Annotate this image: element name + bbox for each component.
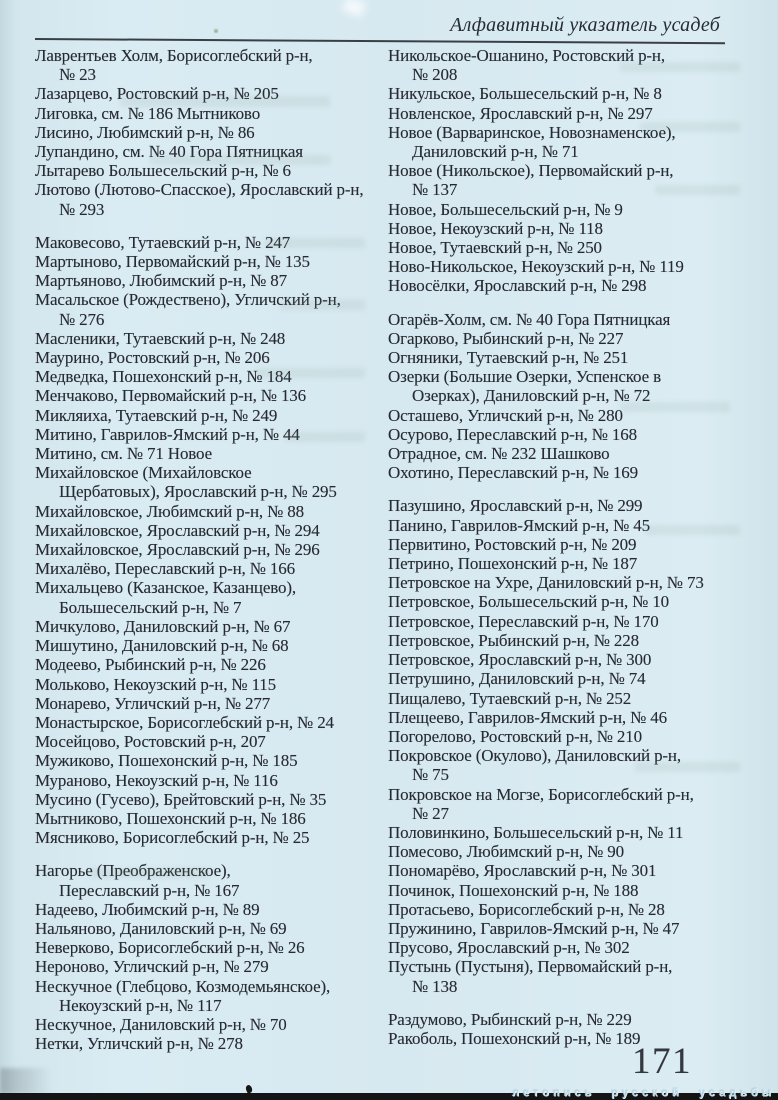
index-entry-line: Лытарево Большесельский р-н, № 6 xyxy=(35,161,291,181)
index-entry xyxy=(388,463,743,482)
index-entry xyxy=(35,1015,375,1034)
index-entry-line: Маурино, Ростовский р-н, № 206 xyxy=(35,348,270,368)
index-entry xyxy=(388,900,743,919)
index-entry xyxy=(388,554,743,573)
index-entry xyxy=(388,785,743,823)
index-entry xyxy=(388,257,743,276)
index-entry xyxy=(388,535,743,554)
index-entry-line: Новое, Некоузский р-н, № 118 xyxy=(388,218,603,238)
index-entry xyxy=(388,727,743,746)
index-entry xyxy=(388,219,743,238)
index-entry-line: Отрадное, см. № 232 Шашково xyxy=(388,444,610,464)
bleedthrough-artifact xyxy=(90,868,210,878)
page-edge-shadow xyxy=(0,1068,52,1094)
index-entry-line: Новое, Тутаевский р-н, № 250 xyxy=(388,238,602,258)
index-entry-line: Митино, см. № 71 Новое xyxy=(35,444,213,464)
index-entry-line: Петровское, Ярославский р-н, № 300 xyxy=(388,650,652,670)
index-group xyxy=(388,496,743,995)
index-entry xyxy=(388,329,743,348)
index-entry xyxy=(35,578,375,616)
bleedthrough-artifact xyxy=(640,122,740,132)
index-entry-line: Монарево, Угличский р-н, № 277 xyxy=(35,693,271,713)
index-entry-line: Лисино, Любимский р-н, № 86 xyxy=(35,122,255,142)
index-entry xyxy=(388,200,743,219)
index-entry xyxy=(35,751,375,770)
index-entry-line: Петровское, Рыбинский р-н, № 228 xyxy=(388,630,639,650)
index-entry-line: Осташево, Угличский р-н, № 280 xyxy=(388,405,623,425)
index-entry-line: Мольково, Некоузский р-н, № 115 xyxy=(35,674,276,694)
index-entry-line: Озерках), Даниловский р-н, № 72 xyxy=(412,386,651,406)
index-entry xyxy=(388,367,743,405)
index-column-right xyxy=(388,46,743,1048)
index-entry-line: № 23 xyxy=(59,65,96,85)
index-entry-line: Лазарцево, Ростовский р-н, № 205 xyxy=(35,84,279,104)
index-entry-line: Мусино (Гусево), Брейтовский р-н, № 35 xyxy=(35,789,327,809)
index-entry-line: Пазушино, Ярославский р-н, № 299 xyxy=(388,496,643,516)
index-entry xyxy=(388,938,743,957)
index-entry-line: Нагорье (Преображенское), xyxy=(35,861,231,881)
index-entry-line: Медведка, Пошехонский р-н, № 184 xyxy=(35,367,292,387)
bleedthrough-artifact xyxy=(620,62,740,72)
index-entry xyxy=(35,919,375,938)
index-entry-line: Погорелово, Ростовский р-н, № 210 xyxy=(388,726,642,746)
index-entry-line: Петровское, Переславский р-н, № 170 xyxy=(388,611,659,631)
green-speck xyxy=(214,29,218,33)
page-number: 171 xyxy=(632,1041,692,1082)
index-entry xyxy=(388,689,743,708)
index-entry xyxy=(35,329,375,348)
index-entry-line: Нескучное, Даниловский р-н, № 70 xyxy=(35,1014,287,1034)
index-entry-line: № 138 xyxy=(412,976,458,996)
index-entry-line: Ракоболь, Пошехонский р-н, № 189 xyxy=(388,1028,641,1048)
bleedthrough-artifact xyxy=(635,762,740,772)
index-entry-line: Никульское, Большесельский р-н, № 8 xyxy=(388,84,662,104)
index-entry-line: Мясниково, Борисоглебский р-н, № 25 xyxy=(35,828,310,848)
index-entry-line: Первитино, Ростовский р-н, № 209 xyxy=(388,534,637,554)
index-entry-line: Новленское, Ярославский р-н, № 297 xyxy=(388,103,653,123)
index-entry-line: Починок, Пошехонский р-н, № 188 xyxy=(388,880,639,900)
index-entry xyxy=(388,650,743,669)
index-entry xyxy=(388,348,743,367)
index-entry-line: Некоузский р-н, № 117 xyxy=(59,995,222,1015)
index-entry xyxy=(388,425,743,444)
index-entry-line: Михалёво, Переславский р-н, № 166 xyxy=(35,559,295,579)
index-entry xyxy=(35,540,375,559)
index-entry-line: Мытниково, Пошехонский р-н, № 186 xyxy=(35,808,306,828)
index-entry xyxy=(388,881,743,900)
index-entry xyxy=(35,655,375,674)
index-entry-line: Михайловское (Михайловское xyxy=(35,463,252,483)
index-entry-line: № 276 xyxy=(59,309,105,329)
index-entry xyxy=(35,502,375,521)
index-entry-line: Лупандино, см. № 40 Гора Пятницкая xyxy=(35,142,303,162)
index-entry-line: Огарёв-Холм, см. № 40 Гора Пятницкая xyxy=(388,309,671,329)
publisher-watermark: летопись русской усадьбы xyxy=(512,1087,775,1099)
bleedthrough-artifact xyxy=(265,238,365,248)
index-entry-line: Покровское на Могзе, Борисоглебский р-н, xyxy=(388,784,694,804)
index-entry-line: Огняники, Тутаевский р-н, № 251 xyxy=(388,348,629,368)
index-entry xyxy=(388,631,743,650)
bleedthrough-artifact xyxy=(655,185,740,195)
index-entry xyxy=(388,310,743,329)
index-entry-line: Ново-Никольское, Некоузский р-н, № 119 xyxy=(388,257,684,277)
index-entry xyxy=(35,900,375,919)
index-entry xyxy=(35,938,375,957)
page-header-title: Алфавитный указатель усадеб xyxy=(450,14,720,36)
index-entry xyxy=(35,559,375,578)
index-entry xyxy=(35,977,375,1015)
bleedthrough-artifact xyxy=(645,525,740,535)
index-entry-line: Митино, Гаврилов-Ямский р-н, № 44 xyxy=(35,424,300,444)
index-entry-line: Михальцево (Казанское, Казанцево), xyxy=(35,578,296,598)
index-entry-line: Половинкино, Большесельский р-н, № 11 xyxy=(388,822,684,842)
index-entry xyxy=(35,123,375,142)
index-entry-line: Мичкулово, Даниловский р-н, № 67 xyxy=(35,616,291,636)
index-entry-line: Петровское, Большесельский р-н, № 10 xyxy=(388,592,670,612)
index-entry-line: Новое, Большесельский р-н, № 9 xyxy=(388,199,623,219)
index-entry xyxy=(35,521,375,540)
index-entry-line: Микляиха, Тутаевский р-н, № 249 xyxy=(35,405,278,425)
index-entry xyxy=(35,271,375,290)
index-entry xyxy=(388,84,743,103)
index-entry-line: Лиговка, см. № 186 Мытниково xyxy=(35,103,261,123)
index-entry xyxy=(388,444,743,463)
index-entry-line: Новосёлки, Ярославский р-н, № 298 xyxy=(388,276,647,296)
index-entry xyxy=(388,861,743,880)
index-entry xyxy=(35,463,375,501)
index-entry xyxy=(35,444,375,463)
index-group xyxy=(388,310,743,483)
index-entry-line: Пономарёво, Ярославский р-н, № 301 xyxy=(388,861,657,881)
index-entry-line: Надеево, Любимский р-н, № 89 xyxy=(35,899,260,919)
bleedthrough-artifact xyxy=(285,432,365,442)
index-entry-line: Щербатовых), Ярославский р-н, № 295 xyxy=(59,482,337,502)
index-entry-line: Лютово (Лютово-Спасское), Ярославский р-н, xyxy=(35,180,364,200)
index-entry xyxy=(35,636,375,655)
bleedthrough-artifact xyxy=(255,368,365,378)
index-entry xyxy=(388,238,743,257)
index-entry-line: Петрино, Пошехонский р-н, № 187 xyxy=(388,554,638,574)
index-entry-line: Нальяново, Даниловский р-н, № 69 xyxy=(35,918,287,938)
index-entry-line: № 27 xyxy=(412,803,449,823)
index-entry-line: Новое (Никольское), Первомайский р-н, xyxy=(388,161,674,181)
index-entry xyxy=(35,348,375,367)
index-entry-line: Помесово, Любимский р-н, № 90 xyxy=(388,842,624,862)
index-entry xyxy=(35,180,375,218)
index-entry xyxy=(35,694,375,713)
index-entry-line: Панино, Гаврилов-Ямский р-н, № 45 xyxy=(388,515,650,535)
index-entry-line: Михайловское, Ярославский р-н, № 296 xyxy=(35,540,320,560)
index-entry xyxy=(35,790,375,809)
index-entry xyxy=(35,771,375,790)
header-rule xyxy=(35,38,725,44)
index-entry-line: Большесельский р-н, № 7 xyxy=(59,597,242,617)
index-entry-line: Мартьяново, Любимский р-н, № 87 xyxy=(35,271,288,291)
index-entry-line: Нетки, Угличский р-н, № 278 xyxy=(35,1034,243,1054)
index-entry-line: Нескучное (Глебцово, Козмодемьянское), xyxy=(35,976,331,996)
index-entry-line: Масленики, Тутаевский р-н, № 248 xyxy=(35,328,286,348)
index-entry-line: Маковесово, Тутаевский р-н, № 247 xyxy=(35,232,291,252)
index-entry-line: Пустынь (Пустыня), Первомайский р-н, xyxy=(388,957,673,977)
index-entry xyxy=(35,713,375,732)
index-entry xyxy=(388,957,743,995)
index-entry-line: Охотино, Переславский р-н, № 169 xyxy=(388,463,639,483)
index-entry-line: Лаврентьев Холм, Борисоглебский р-н, xyxy=(35,46,313,65)
index-entry-line: Нероново, Угличский р-н, № 279 xyxy=(35,957,269,977)
index-entry xyxy=(388,592,743,611)
index-entry-line: № 137 xyxy=(412,180,458,200)
index-entry-line: Никольское-Ошанино, Ростовский р-н, xyxy=(388,46,665,65)
index-entry xyxy=(35,675,375,694)
index-entry xyxy=(388,842,743,861)
index-group xyxy=(35,46,375,219)
index-group xyxy=(388,46,743,296)
index-entry-line: Пищалево, Тутаевский р-н, № 252 xyxy=(388,688,632,708)
index-entry xyxy=(388,573,743,592)
index-entry-line: Мосейцово, Ростовский р-н, 207 xyxy=(35,732,266,752)
scan-light-streak xyxy=(342,0,365,17)
bleedthrough-artifact xyxy=(280,300,365,310)
index-entry-line: Петровское на Ухре, Даниловский р-н, № 73 xyxy=(388,573,704,593)
index-entry xyxy=(388,1010,743,1029)
index-entry xyxy=(35,957,375,976)
index-entry xyxy=(388,669,743,688)
index-entry-line: Неверково, Борисоглебский р-н, № 26 xyxy=(35,938,305,958)
index-entry xyxy=(388,104,743,123)
index-entry xyxy=(388,919,743,938)
index-entry xyxy=(35,809,375,828)
index-entry-line: Прусово, Ярославский р-н, № 302 xyxy=(388,938,630,958)
index-entry-line: № 293 xyxy=(59,199,105,219)
index-entry xyxy=(35,386,375,405)
index-entry-line: Покровское (Окулово), Даниловский р-н, xyxy=(388,746,681,766)
index-entry-line: Михайловское, Ярославский р-н, № 294 xyxy=(35,520,320,540)
index-group xyxy=(35,861,375,1053)
index-group xyxy=(35,233,375,848)
index-entry-line: Мужиково, Пошехонский р-н, № 185 xyxy=(35,751,298,771)
index-entry xyxy=(35,252,375,271)
index-entry xyxy=(35,46,375,84)
index-entry-line: Пружинино, Гаврилов-Ямский р-н, № 47 xyxy=(388,918,680,938)
index-entry xyxy=(35,828,375,847)
index-entry-line: Осурово, Переславский р-н, № 168 xyxy=(388,424,637,444)
index-entry-line: Мишутино, Даниловский р-н, № 68 xyxy=(35,636,289,656)
index-entry-line: № 208 xyxy=(412,65,458,85)
index-entry-line: Модеево, Рыбинский р-н, № 226 xyxy=(35,655,266,675)
index-entry xyxy=(35,617,375,636)
bleedthrough-artifact xyxy=(120,96,330,107)
index-entry-line: Масальское (Рождествено), Угличский р-н, xyxy=(35,290,341,310)
index-entry-line: Даниловский р-н, № 71 xyxy=(412,142,579,162)
index-entry-line: Менчаково, Первомайский р-н, № 136 xyxy=(35,386,307,406)
index-entry xyxy=(388,708,743,727)
index-entry xyxy=(35,406,375,425)
index-entry-line: Мураново, Некоузский р-н, № 116 xyxy=(35,770,278,790)
index-entry xyxy=(388,496,743,515)
index-entry-line: Раздумово, Рыбинский р-н, № 229 xyxy=(388,1009,632,1029)
index-entry-line: Плещеево, Гаврилов-Ямский р-н, № 46 xyxy=(388,707,667,727)
index-entry-line: Петрушино, Даниловский р-н, № 74 xyxy=(388,669,646,689)
index-entry-line: Новое (Варваринское, Новознаменское), xyxy=(388,122,676,142)
index-entry xyxy=(388,276,743,295)
index-entry xyxy=(35,732,375,751)
index-column-left xyxy=(35,46,375,1053)
bleedthrough-artifact xyxy=(150,155,330,165)
index-entry xyxy=(35,1034,375,1053)
index-entry-line: Огарково, Рыбинский р-н, № 227 xyxy=(388,328,624,348)
index-entry xyxy=(388,612,743,631)
index-entry-line: Мартыново, Первомайский р-н, № 135 xyxy=(35,252,310,272)
bleedthrough-artifact xyxy=(620,402,730,412)
index-entry xyxy=(388,823,743,842)
index-entry-line: Михайловское, Любимский р-н, № 88 xyxy=(35,501,305,521)
index-entry-line: Монастырское, Борисоглебский р-н, № 24 xyxy=(35,712,334,732)
index-entry-line: Протасьево, Борисоглебский р-н, № 28 xyxy=(388,899,665,919)
index-entry-line: № 75 xyxy=(412,765,449,785)
index-entry-line: Переславский р-н, № 167 xyxy=(59,880,240,900)
index-entry-line: Озерки (Большие Озерки, Успенское в xyxy=(388,367,661,387)
